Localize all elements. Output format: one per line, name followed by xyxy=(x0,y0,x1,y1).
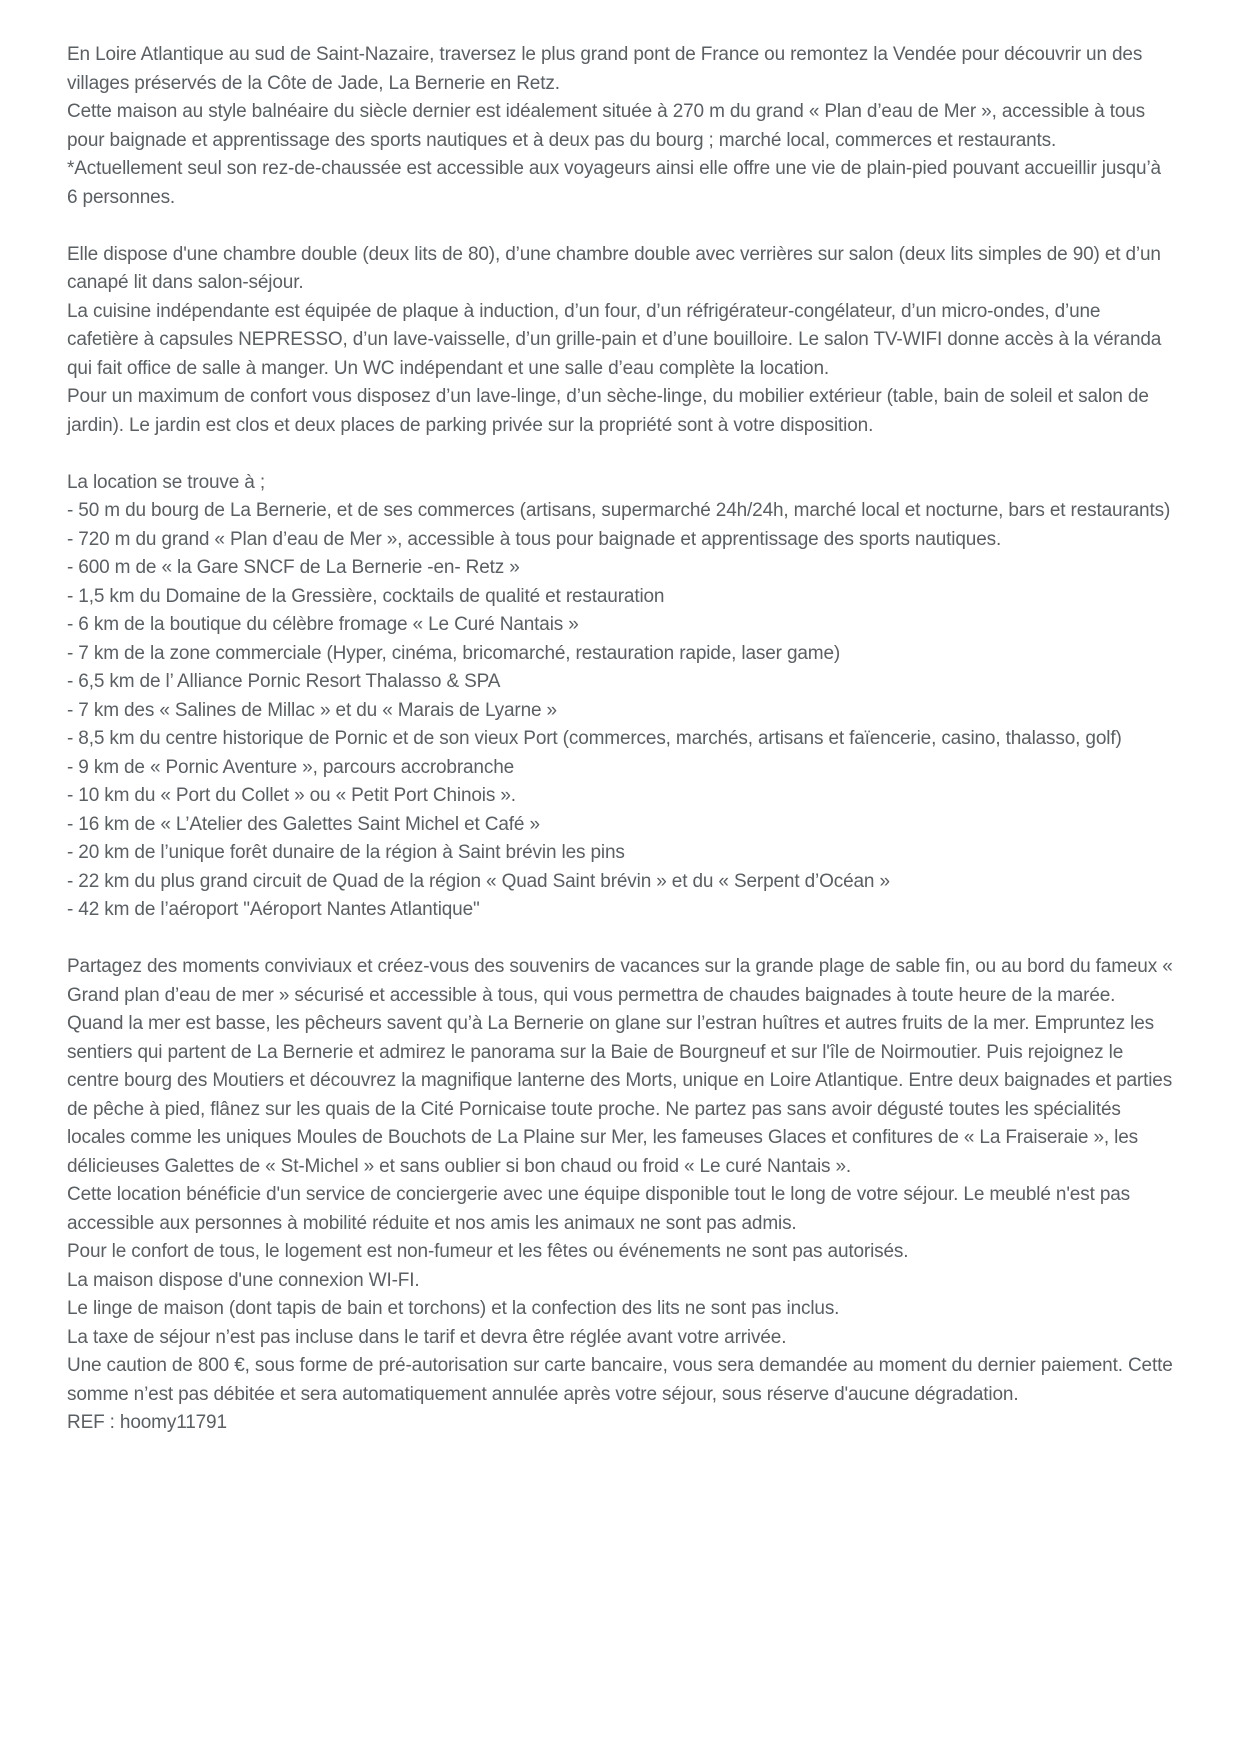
distance-item: - 8,5 km du centre historique de Pornic et de son vieux Port (commerces, marchés, artisans et faïencerie, casino, thalasso, golf) xyxy=(67,728,1122,749)
distance-item: - 720 m du grand « Plan d’eau de Mer », accessible à tous pour baignade et apprentissage des sports nautiques. xyxy=(67,528,1002,550)
paragraph: *Actuellement seul son rez-de-chaussée est accessible aux voyageurs ainsi elle offre une vie de plain-pied pouvant accueillir jusqu’à 6 personnes. xyxy=(67,158,1161,208)
closing-section xyxy=(67,953,1176,1438)
paragraph: Une caution de 800 €, sous forme de pré-autorisation sur carte bancaire, vous sera demandée au moment du dernier paiement. Cette somme n’est pas débitée et sera automatiquement annulée après votre séjour, sous réserve d'aucune dégradation. xyxy=(67,1355,1173,1405)
location-heading: La location se trouve à ; xyxy=(67,471,265,493)
paragraph: La cuisine indépendante est équipée de plaque à induction, d’un four, d’un réfrigérateur-congélateur, d’un micro-ondes, d’une cafetière à capsules NEPRESSO, d’un lave-vaisselle, d’un grille-pain et d’une bouilloire. Le salon TV-WIFI donne accès à la véranda qui fait office de salle à manger. Un WC indépendant et une salle d’eau complète la location. xyxy=(67,300,1162,379)
paragraph: Cette maison au style balnéaire du siècle dernier est idéalement située à 270 m du grand « Plan d’eau de Mer », accessible à tous pour baignade et apprentissage des sports nautiques et à deux pas du bourg ; marché local, commerces et restaurants. xyxy=(67,101,1146,151)
paragraph: La maison dispose d'une connexion WI-FI. xyxy=(67,1269,420,1291)
paragraph: Partagez des moments conviviaux et créez-vous des souvenirs de vacances sur la grande plage de sable fin, ou au bord du fameux « Grand plan d’eau de mer » sécurisé et accessible à tous, qui vous permettra de chaudes baignades à toute heure de la marée. Quand la mer est basse, les pêcheurs savent qu’à La Bernerie on glane sur l’estran huîtres et autres fruits de la mer. Empruntez les sentiers qui partent de La Bernerie et admirez le panorama sur la Baie de Bourgneuf et sur l'île de Noirmoutier. Puis rejoignez le centre bourg des Moutiers et découvrez la magnifique lanterne des Morts, unique en Loire Atlantique. Entre deux baignades et parties de pêche à pied, flânez sur les quais de la Cité Pornicaise toute proche. Ne partez pas sans avoir dégusté toutes les spécialités locales comme les uniques Moules de Bouchots de La Plaine sur Mer, les fameuses Glaces et confitures de « La Fraiseraie », les délicieuses Galettes de « St-Michel » et sans oublier si bon chaud ou froid « Le curé Nantais ». xyxy=(67,956,1173,1177)
location-section xyxy=(67,469,1176,925)
distance-list xyxy=(67,497,1176,925)
distance-item: - 6,5 km de l’ Alliance Pornic Resort Thalasso & SPA xyxy=(67,671,501,692)
distance-item: - 10 km du « Port du Collet » ou « Petit Port Chinois ». xyxy=(67,785,516,806)
distance-item: - 600 m de « la Gare SNCF de La Bernerie -en- Retz » xyxy=(67,557,520,578)
distance-item: - 20 km de l’unique forêt dunaire de la région à Saint brévin les pins xyxy=(67,842,625,863)
distance-item: - 1,5 km du Domaine de la Gressière, cocktails de qualité et restauration xyxy=(67,585,665,607)
distance-item: - 42 km de l’aéroport "Aéroport Nantes Atlantique" xyxy=(67,899,480,920)
paragraph: La taxe de séjour n’est pas incluse dans le tarif et devra être réglée avant votre arrivée. xyxy=(67,1326,787,1348)
distance-item: - 50 m du bourg de La Bernerie, et de ses commerces (artisans, supermarché 24h/24h, marché local et nocturne, bars et restaurants) xyxy=(67,500,1171,521)
paragraph: En Loire Atlantique au sud de Saint-Nazaire, traversez le plus grand pont de France ou remontez la Vendée pour découvrir un des villages préservés de la Côte de Jade, La Bernerie en Retz. xyxy=(67,44,1143,94)
distance-item: - 7 km des « Salines de Millac » et du « Marais de Lyarne » xyxy=(67,699,557,721)
amenities-section xyxy=(67,241,1176,441)
intro-section xyxy=(67,41,1176,212)
distance-item: - 6 km de la boutique du célèbre fromage « Le Curé Nantais » xyxy=(67,614,579,635)
distance-item: - 7 km de la zone commerciale (Hyper, cinéma, bricomarché, restauration rapide, laser game) xyxy=(67,642,841,664)
paragraph: Le linge de maison (dont tapis de bain et torchons) et la confection des lits ne sont pas inclus. xyxy=(67,1298,840,1319)
paragraph: Pour un maximum de confort vous disposez d’un lave-linge, d’un sèche-linge, du mobilier extérieur (table, bain de soleil et salon de jardin). Le jardin est clos et deux places de parking privée sur la propriété sont à votre disposition. xyxy=(67,386,1149,436)
distance-item: - 16 km de « L’Atelier des Galettes Saint Michel et Café » xyxy=(67,813,540,835)
distance-item: - 9 km de « Pornic Aventure », parcours accrobranche xyxy=(67,756,515,778)
paragraph: Pour le confort de tous, le logement est non-fumeur et les fêtes ou événements ne sont pas autorisés. xyxy=(67,1241,909,1262)
paragraph: REF : hoomy11791 xyxy=(67,1412,227,1433)
paragraph: Elle dispose d'une chambre double (deux lits de 80), d’une chambre double avec verrières sur salon (deux lits simples de 90) et d’un canapé lit dans salon-séjour. xyxy=(67,243,1161,293)
paragraph: Cette location bénéficie d'un service de conciergerie avec une équipe disponible tout le long de votre séjour. Le meublé n'est pas accessible aux personnes à mobilité réduite et nos amis les animaux ne sont pas admis. xyxy=(67,1184,1131,1234)
distance-item: - 22 km du plus grand circuit de Quad de la région « Quad Saint brévin » et du « Serpent d’Océan » xyxy=(67,870,890,892)
